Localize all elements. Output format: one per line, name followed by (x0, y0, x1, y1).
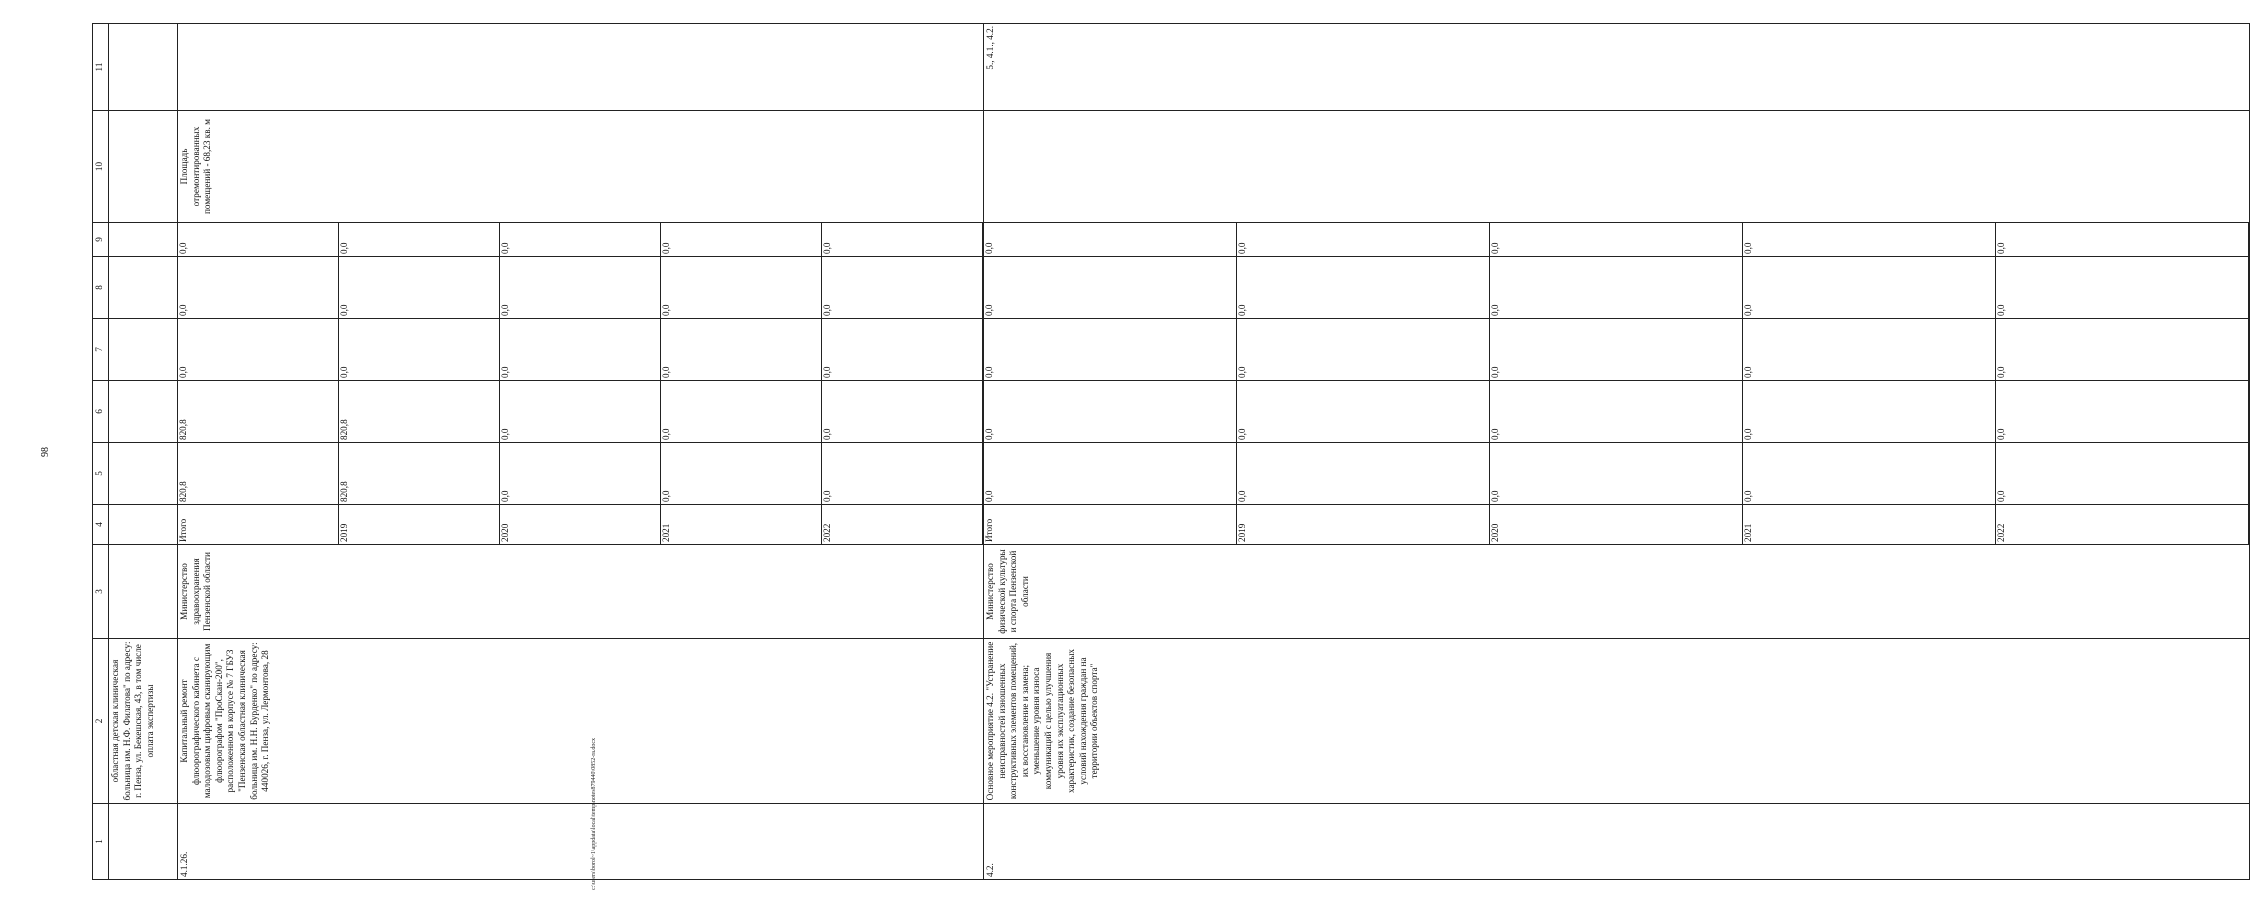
row-col7 (178, 319, 984, 381)
page-number: 98 (40, 447, 51, 457)
row-col8-value: 0,0 (1743, 257, 1996, 318)
row-col7-value: 0,0 (661, 319, 822, 380)
row-col9-value: 0,0 (500, 223, 661, 256)
row-col7-value: 0,0 (984, 319, 1237, 380)
row-years (178, 505, 984, 545)
row-col8-value: 0,0 (1490, 257, 1743, 318)
row-col9-value: 0,0 (984, 223, 1237, 256)
column-header-11: 11 (93, 24, 109, 111)
row-col5 (178, 443, 984, 505)
row-name: областная детская клиническая больница им. Н.Ф. Филатова" по адресу: г. Пенза, ул. Бекешская, 43, в том числе оплата экспертизы (109, 639, 178, 804)
row-result (984, 111, 2250, 223)
row-years-value: Итого (984, 505, 1237, 544)
row-col8-value: 0,0 (661, 257, 822, 318)
row-col7-value: 0,0 (1743, 319, 1996, 380)
row-col5-value: 0,0 (1237, 443, 1490, 504)
column-header-6: 6 (93, 381, 109, 443)
row-number: 4.2. (984, 804, 2250, 880)
row-col7 (984, 319, 2250, 381)
row-years-value: 2022 (1996, 505, 2249, 544)
row-col9-value: 0,0 (178, 223, 339, 256)
row-col9-value: 0,0 (822, 223, 983, 256)
row-col8-value: 0,0 (1237, 257, 1490, 318)
column-header-7: 7 (93, 319, 109, 381)
column-header-9: 9 (93, 223, 109, 257)
column-header-8: 8 (93, 257, 109, 319)
column-header-2: 2 (93, 639, 109, 804)
row-col6-value: 0,0 (1743, 381, 1996, 442)
row-name: Капитальный ремонт флюорографического кабинета с малодозовым цифровым сканирующим флюорографом "ПроСкан-200", расположенном в корпусе № 7 ГБУЗ "Пензенская областная клиническая больница им. Н.Н. Бурденко" по адресу: 440026, г. Пенза, ул. Лермонтова, 28 (178, 639, 984, 804)
row-number (109, 804, 178, 880)
row-col6-value: 0,0 (1237, 381, 1490, 442)
row-col9 (178, 223, 984, 257)
row-col9-value: 0,0 (339, 223, 500, 256)
row-col5-value: 820,8 (339, 443, 500, 504)
row-col6-value: 0,0 (1996, 381, 2249, 442)
row-col8-value: 0,0 (822, 257, 983, 318)
row-years-value: 2019 (1237, 505, 1490, 544)
row-col6-value: 0,0 (1490, 381, 1743, 442)
row-col5-value: 820,8 (178, 443, 339, 504)
column-header-3: 3 (93, 545, 109, 639)
row-col7-value: 0,0 (178, 319, 339, 380)
row-col7-value: 0,0 (1490, 319, 1743, 380)
table-frame (92, 24, 2006, 880)
row-col5 (109, 443, 178, 505)
row-result: Площадь отремонтированных помещений - 68,23 кв. м (178, 111, 984, 223)
row-col7-value: 0,0 (339, 319, 500, 380)
row-years-value: 2021 (1743, 505, 1996, 544)
row-name: Основное мероприятие 4.2. "Устранение неисправностей изношенных конструктивных элементов помещений, их восстановление и замена; уменьшение уровня износа коммуникаций с целью улучшения уровня их эксплуатационных характеристик, создание безопасных условий нахождения граждан на территории объектов спорта" (984, 639, 2250, 804)
row-years-value: Итого (178, 505, 339, 544)
row-col5-value: 0,0 (1996, 443, 2249, 504)
row-col5-value: 0,0 (822, 443, 983, 504)
row-col9-value: 0,0 (1237, 223, 1490, 256)
row-col9-value: 0,0 (661, 223, 822, 256)
row-executor: Министерство здравоохранения Пензенской области (178, 545, 984, 639)
row-col5-value: 0,0 (500, 443, 661, 504)
row-col6-value: 820,8 (178, 381, 339, 442)
row-link (178, 24, 984, 111)
row-years-value: 2022 (822, 505, 983, 544)
table-row (178, 24, 984, 880)
row-col9-value: 0,0 (1996, 223, 2249, 256)
row-col8 (984, 257, 2250, 319)
row-col8-value: 0,0 (1996, 257, 2249, 318)
row-executor: Министерство физической культуры и спорта Пензенской области (984, 545, 2250, 639)
row-link (109, 24, 178, 111)
table-row (984, 24, 2250, 880)
rotated-table-container (92, 24, 2006, 880)
row-col5-value: 0,0 (661, 443, 822, 504)
row-col7-value: 0,0 (822, 319, 983, 380)
row-col8 (178, 257, 984, 319)
row-executor (109, 545, 178, 639)
row-col6-value: 0,0 (500, 381, 661, 442)
row-col6-value: 0,0 (984, 381, 1237, 442)
row-col9 (984, 223, 2250, 257)
row-number: 4.1.26. (178, 804, 984, 880)
column-header-10: 10 (93, 111, 109, 223)
row-link: 5., 4.1., 4.2. (984, 24, 2250, 111)
table-row (109, 24, 178, 880)
row-years-value: 2021 (661, 505, 822, 544)
row-col8-value: 0,0 (500, 257, 661, 318)
header-row (93, 24, 109, 880)
row-col5-value: 0,0 (984, 443, 1237, 504)
row-col9-value: 0,0 (1490, 223, 1743, 256)
row-col5 (984, 443, 2250, 505)
row-years-value: 2020 (1490, 505, 1743, 544)
row-col9 (109, 223, 178, 257)
row-col6-value: 0,0 (822, 381, 983, 442)
row-years-value: 2019 (339, 505, 500, 544)
row-years (984, 505, 2250, 545)
row-col6 (984, 381, 2250, 443)
row-result (109, 111, 178, 223)
row-col6-value: 0,0 (661, 381, 822, 442)
row-col7-value: 0,0 (1237, 319, 1490, 380)
footer-file-path: c:\users\borol~1\appdata\local\temp\notes879440\0852-ra.docx (591, 737, 597, 890)
program-table (92, 23, 2250, 880)
row-col7-value: 0,0 (500, 319, 661, 380)
column-header-5: 5 (93, 443, 109, 505)
row-col8-value: 0,0 (984, 257, 1237, 318)
row-col5-value: 0,0 (1743, 443, 1996, 504)
column-header-1: 1 (93, 804, 109, 880)
row-col9-value: 0,0 (1743, 223, 1996, 256)
row-col7 (109, 319, 178, 381)
column-header-4: 4 (93, 505, 109, 545)
row-col5-value: 0,0 (1490, 443, 1743, 504)
row-col8-value: 0,0 (178, 257, 339, 318)
row-col8 (109, 257, 178, 319)
row-years-value: 2020 (500, 505, 661, 544)
row-col6 (109, 381, 178, 443)
row-col6-value: 820,8 (339, 381, 500, 442)
row-col8-value: 0,0 (339, 257, 500, 318)
row-col7-value: 0,0 (1996, 319, 2249, 380)
row-col6 (178, 381, 984, 443)
row-years (109, 505, 178, 545)
